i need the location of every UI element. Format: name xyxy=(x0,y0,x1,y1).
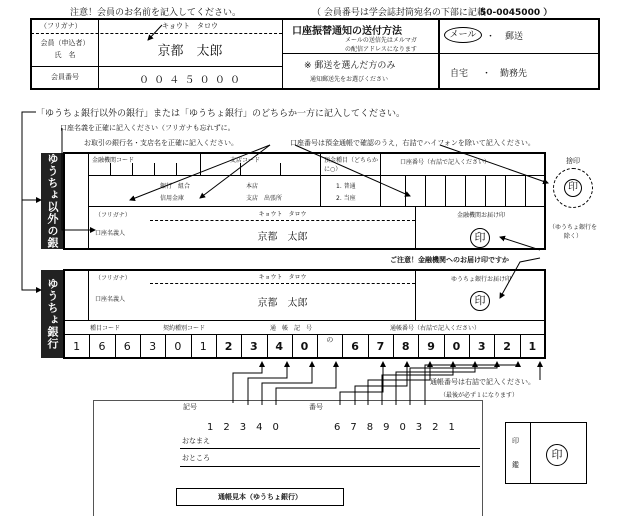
member-number-note: （ 会員番号は学会誌封筒宛名の下部に記載 xyxy=(312,8,486,18)
yucho-digit-cell[interactable]: 0 xyxy=(452,340,461,353)
branch-note: お取引の銀行名・支店名を正確に記入ください。 xyxy=(84,139,238,147)
yucho-holder-value[interactable]: 京都 太郎 xyxy=(257,298,308,309)
passbook-note: 通帳番号は右詰で記入ください。 xyxy=(430,378,535,386)
other-furigana-label: （フリガナ） xyxy=(95,212,131,219)
other-furigana-value[interactable]: キョウト タロウ xyxy=(258,211,307,218)
name-label: 会員（申込者） xyxy=(40,39,90,47)
yucho-digit-cell[interactable]: 1 xyxy=(199,340,207,353)
yucho-digit-cell[interactable]: 6 xyxy=(98,340,106,353)
yucho-digit-cell[interactable]: 4 xyxy=(275,340,283,353)
post-note: ※ 郵送を選んだ方のみ xyxy=(304,61,396,71)
yucho-seal-label: ゆうちょ銀行お届け印 xyxy=(450,276,511,283)
other-seal-icon: 印 xyxy=(470,228,490,248)
branch-code-label: 支店コード xyxy=(230,157,261,164)
post-note-2: 通知郵送先をお選びください xyxy=(310,76,389,83)
post-option[interactable]: 郵送 xyxy=(505,32,524,42)
other-holder-value[interactable]: 京都 太郎 xyxy=(257,232,308,243)
yucho-digit-cell[interactable]: 1 xyxy=(528,340,537,353)
yucho-holder-label: 口座名義人 xyxy=(95,296,126,303)
yucho-side-label: ゆうちょ銀行 xyxy=(41,270,63,358)
bank-types: 銀行 組合 xyxy=(160,183,191,190)
sample-seal-icon: 印 xyxy=(546,444,568,466)
name-label-2: 氏 名 xyxy=(54,51,76,59)
send-method-title: 口座振替通知の送付方法 xyxy=(292,26,402,37)
sample-number-label: 番号 xyxy=(309,403,323,411)
yucho-digit-cell[interactable]: 1 xyxy=(73,340,81,353)
yucho-seal-icon: 印 xyxy=(470,291,490,311)
bracket-arrow-yucho xyxy=(22,112,41,290)
branch-types-2: 支店 出張所 xyxy=(246,195,283,202)
home-option[interactable]: 自宅 xyxy=(450,69,469,79)
stamp-label: 捨印 xyxy=(566,157,580,165)
yucho-digit-cell[interactable]: 0 xyxy=(174,340,182,353)
yucho-digit-cell[interactable]: 0 xyxy=(300,340,309,353)
yucho-digit-cell[interactable]: 3 xyxy=(250,340,258,353)
yucho-furigana-value[interactable]: キョウト タロウ xyxy=(258,274,307,281)
send-method-note: メールの送信先はメルマガ の配信アドレスになります xyxy=(345,37,417,53)
caution-note: ご注意！金融機関へのお届け印ですか xyxy=(390,256,509,264)
yucho-digit-cell[interactable]: 7 xyxy=(376,340,385,353)
holder-note: 口座名義を正確に記入ください（フリガナも忘れずに。 xyxy=(60,124,235,132)
top-note: 注意！会員のお名前を記入してください。 xyxy=(70,8,242,18)
yucho-digit-cell[interactable]: 2 xyxy=(503,340,511,353)
mail-option[interactable]: メール xyxy=(444,27,482,43)
yucho-digit-cell[interactable]: 3 xyxy=(477,340,486,353)
yucho-furigana-label: （フリガナ） xyxy=(95,275,131,282)
discard-stamp-icon: 印 xyxy=(564,179,582,197)
stamp-note: （ゆうちょ銀行を除く） xyxy=(548,224,597,240)
deposit-2[interactable]: 2. 当座 xyxy=(336,195,356,202)
member-number-example: 50-0045000 ） xyxy=(480,8,553,18)
yucho-digit-cell[interactable]: 6 xyxy=(123,340,131,353)
name-value[interactable]: 京都 太郎 xyxy=(157,44,223,59)
deposit-type-label: 預金種目（どちらかに○） xyxy=(324,157,379,173)
sample-name-label: おなまえ xyxy=(182,437,210,445)
bank-code-label: 金融機関コード xyxy=(92,157,135,164)
sample-symbol-value: 1 2 3 4 0 xyxy=(207,422,279,433)
sample-number-value: 6 7 8 9 0 3 2 1 xyxy=(334,422,455,433)
sample-caption: 通帳見本（ゆうちょ銀行） xyxy=(218,493,302,501)
other-seal-label: 金融機関お届け印 xyxy=(456,212,505,219)
furigana-label: （フリガナ） xyxy=(40,22,82,30)
yucho-digit-cell[interactable]: 8 xyxy=(401,340,410,353)
member-number-label: 会員番号 xyxy=(51,73,79,81)
other-holder-label: 口座名義人 xyxy=(95,230,126,237)
passbook-symbol-label: 通 帳 記 号 xyxy=(270,325,313,332)
work-option[interactable]: 勤務先 xyxy=(500,69,528,79)
account-note: 口座番号は預金通帳で確認のうえ，右詰でハイフォンを除いて記入ください。 xyxy=(290,139,535,147)
member-number-value[interactable]: ０ ０ ４ ５ ０ ０ ０ xyxy=(138,75,242,86)
yucho-digit-cell[interactable]: 3 xyxy=(149,340,157,353)
account-number-label: 口座番号（右詰で記入ください） xyxy=(400,159,491,166)
branch-types: 本店 xyxy=(246,183,259,190)
type-code-label: 種目コード xyxy=(90,325,121,332)
yucho-digit-cell[interactable]: 2 xyxy=(224,340,233,353)
yucho-digit-cell[interactable]: の xyxy=(326,336,334,344)
sample-address-label: おところ xyxy=(182,454,210,462)
passbook-note-2: （最後が必ず１になります） xyxy=(440,392,519,399)
contract-code-label: 契約種別コード xyxy=(163,325,206,332)
other-bank-side-label: ゆうちょ以外の銀行 xyxy=(41,153,63,249)
furigana-value[interactable]: キョウト タロウ xyxy=(162,22,218,30)
bank-types-2: 信用金庫 xyxy=(160,195,185,202)
deposit-1[interactable]: 1. 普通 xyxy=(336,183,356,190)
sample-symbol-label: 記号 xyxy=(183,403,197,411)
yucho-digit-cell[interactable]: 9 xyxy=(427,340,435,353)
yucho-digit-cell[interactable]: 6 xyxy=(351,340,359,353)
passbook-number-label: 通帳番号（右詰で記入ください） xyxy=(390,325,481,332)
bank-instructions: 「ゆうちょ銀行以外の銀行」または「ゆうちょ銀行」のどちらか一方に記入してください。 xyxy=(36,109,406,119)
